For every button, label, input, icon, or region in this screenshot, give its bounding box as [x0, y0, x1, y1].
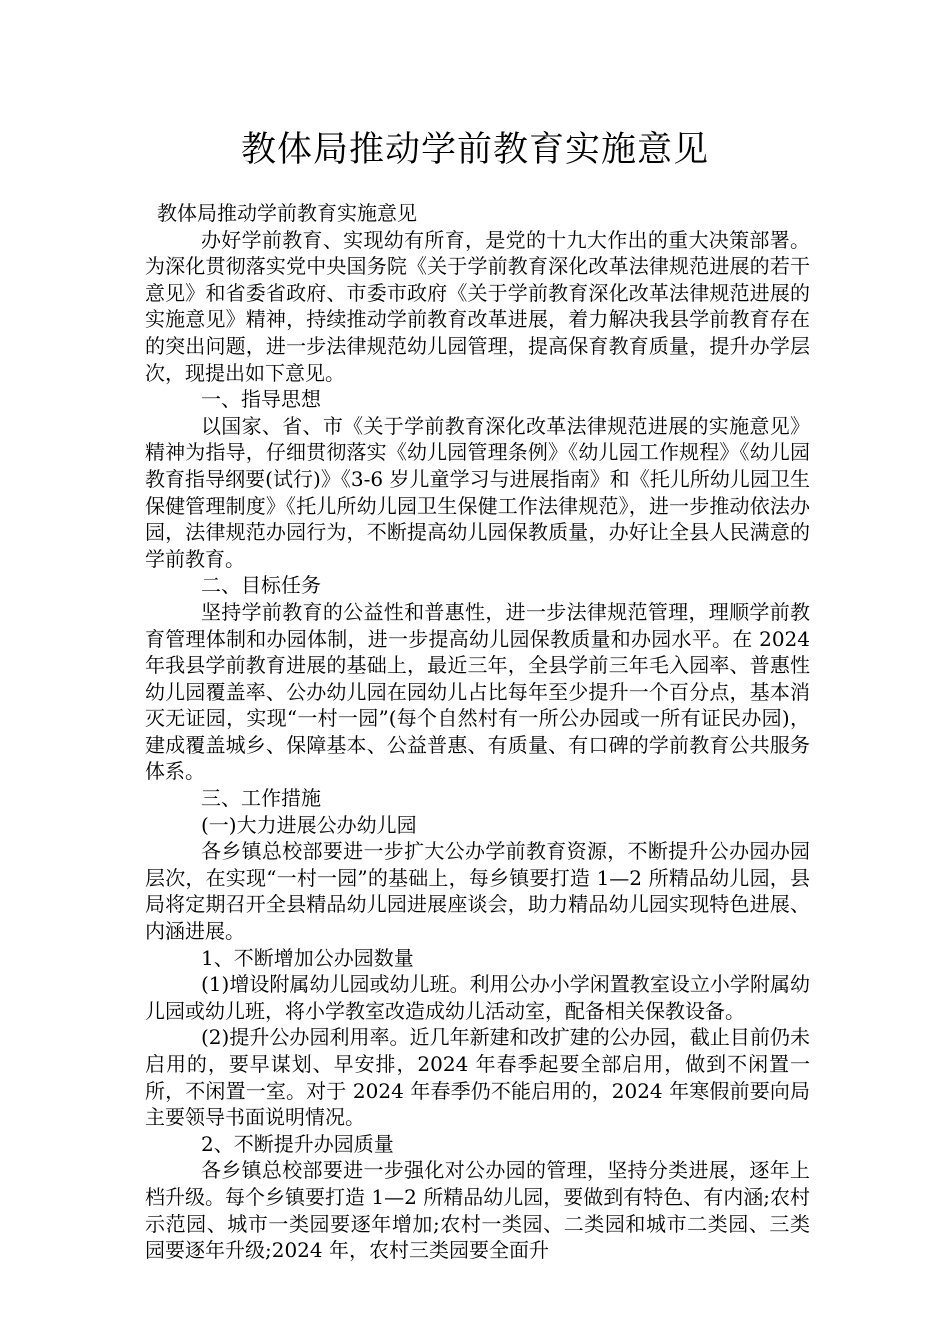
- intro-paragraph: 办好学前教育、实现幼有所育，是党的十九大作出的重大决策部署。为深化贯彻落实党中央国务院《关于学前教育深化改革法律规范进展的若干意见》和省委省政府、市委市政府《关于学前教育深化改革法律规范进展的实施意见》精神，持续推动学前教育改革进展，着力解决我县学前教育存在的突出问题，进一步法律规范幼儿园管理，提高保育教育质量，提升办学层次，现提出如下意见。: [145, 227, 810, 385]
- improve-quality-paragraph: 各乡镇总校部要进一步强化对公办园的管理，坚持分类进展，逐年上档升级。每个乡镇要打造 1—2 所精品幼儿园，要做到有特色、有内涵;农村示范园、城市一类园要逐年增加;农村一类园、二类园和城市二类园、三类园要逐年升级;2024 年，农村三类园要全面升: [145, 1158, 810, 1263]
- section-heading-goals: 二、目标任务: [201, 573, 321, 598]
- item-add-affiliated-kindergartens: (1)增设附属幼儿园或幼儿班。利用公办小学闲置教室设立小学附属幼儿园或幼儿班，将小学教室改造成幼儿活动室，配备相关保教设备。: [145, 972, 810, 1023]
- subtitle-paragraph: 教体局推动学前教育实施意见: [157, 201, 417, 225]
- item-improve-utilization: (2)提升公办园利用率。近几年新建和改扩建的公办园，截止目前仍未启用的，要早谋划、早安排，2024 年春季起要全部启用，做到不闲置一所，不闲置一室。对于 2024 年春季仍不能启用的，2024 年寒假前要向局主要领导书面说明情况。: [145, 1025, 810, 1130]
- section-heading-measures: 三、工作措施: [201, 786, 321, 811]
- guiding-ideology-paragraph: 以国家、省、市《关于学前教育深化改革法律规范进展的实施意见》精神为指导，仔细贯彻落实《幼儿园管理条例》《幼儿园工作规程》《幼儿园教育指导纲要(试行)》《3-6 岁儿童学习与进展指南》和《托儿所幼儿园卫生保健管理制度》《托儿所幼儿园卫生保健工作法律规范》，进一步推动依法办园，法律规范办园行为，不断提高幼儿园保教质量，办好让全县人民满意的学前教育。: [145, 413, 810, 571]
- document-body: [145, 200, 810, 1264]
- goals-paragraph: 坚持学前教育的公益性和普惠性，进一步法律规范管理，理顺学前教育管理体制和办园体制，进一步提高幼儿园保教质量和办园水平。在 2024 年我县学前教育进展的基础上，最近三年，全县学前三年毛入园率、普惠性幼儿园覆盖率、公办幼儿园在园幼儿占比每年至少提升一个百分点，基本消灭无证园，实现“一村一园”(每个自然村有一所公办园或一所有证民办园)，建成覆盖城乡、保障基本、公益普惠、有质量、有口碑的学前教育公共服务体系。: [145, 599, 810, 784]
- document-title: 教体局推动学前教育实施意见: [240, 130, 709, 170]
- item-heading-improve-quality: 2、不断提升办园质量: [201, 1131, 394, 1156]
- section-heading-guiding-ideology: 一、指导思想: [201, 387, 321, 412]
- subsection-heading-public-kindergartens: (一)大力进展公办幼儿园: [201, 812, 417, 837]
- item-heading-increase-number: 1、不断增加公办园数量: [201, 945, 414, 970]
- public-kindergartens-paragraph: 各乡镇总校部要进一步扩大公办学前教育资源，不断提升公办园办园层次，在实现“一村一园”的基础上，每乡镇要打造 1—2 所精品幼儿园，县局将定期召开全县精品幼儿园进展座谈会，助力精品幼儿园实现特色进展、内涵进展。: [145, 839, 810, 944]
